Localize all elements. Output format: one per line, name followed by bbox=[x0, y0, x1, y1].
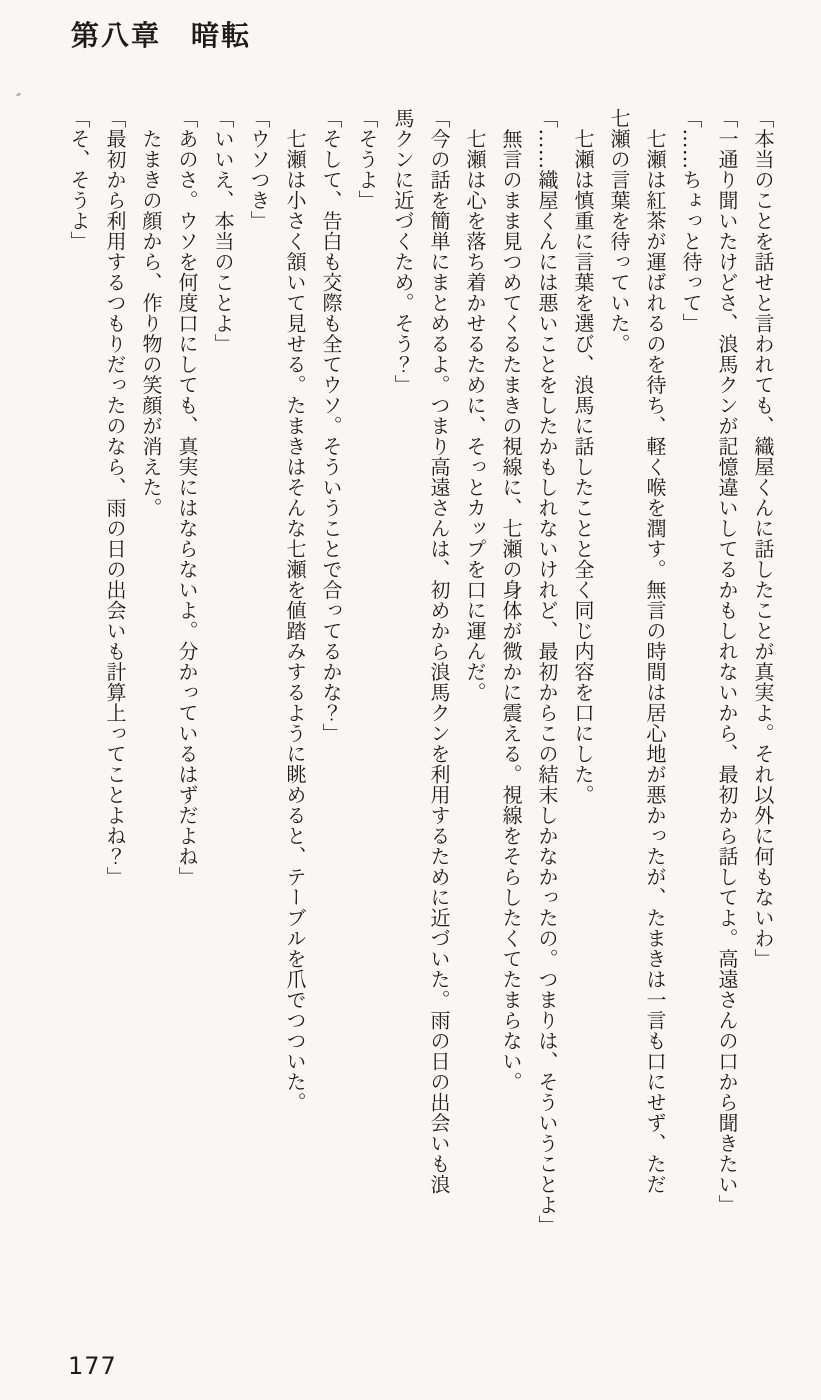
text-column: 「あのさ。ウソを何度口にしても、真実にはならないよ。分かっているはずだよね」 bbox=[175, 108, 199, 887]
text-column: 「いいえ、本当のことよ」 bbox=[211, 108, 235, 354]
text-column: 「本当のことを話せと言われても、織屋くんに話したことが真実よ。それ以外に何もないわ」 bbox=[751, 108, 775, 969]
text-column: 七瀬の言葉を待っていた。 bbox=[607, 108, 631, 354]
text-column: 七瀬は小さく頷いて見せる。たまきはそんな七瀬を値踏みするように眺めると、テーブルを爪でつついた。 bbox=[283, 108, 307, 1113]
text-column: 「今の話を簡単にまとめるよ。つまり高遠さんは、初めから浪馬クンを利用するために近づいた。雨の日の出会いも浪 bbox=[427, 108, 451, 1195]
text-column: 七瀬は慎重に言葉を選び、浪馬に話したことと全く同じ内容を口にした。 bbox=[571, 108, 595, 805]
scan-speck bbox=[16, 92, 22, 97]
text-column: 馬クンに近づくため。そう？」 bbox=[391, 108, 415, 395]
text-column: 「……織屋くんには悪いことをしたかもしれないけれど、最初からこの結末しかなかったの。つまりは、そういうことよ」 bbox=[535, 108, 559, 1236]
page-number: 177 bbox=[68, 1352, 117, 1380]
text-column: 七瀬は紅茶が運ばれるのを待ち、軽く喉を潤す。無言の時間は居心地が悪かったが、たまきは一言も口にせず、ただ bbox=[643, 108, 667, 1195]
chapter-heading: 第八章 暗転 bbox=[71, 19, 252, 52]
text-column: 「最初から利用するつもりだったのなら、雨の日の出会いも計算上ってことよね？」 bbox=[103, 108, 127, 887]
text-column: 「一通り聞いたけどさ、浪馬クンが記憶違いしてるかもしれないから、最初から話してよ。高遠さんの口から聞きたい」 bbox=[715, 108, 739, 1215]
text-column: たまきの顔から、作り物の笑顔が消えた。 bbox=[139, 108, 163, 518]
text-column: 七瀬は心を落ち着かせるために、そっとカップを口に運んだ。 bbox=[463, 108, 487, 703]
text-column: 無言のまま見つめてくるたまきの視線に、七瀬の身体が微かに震える。視線をそらしたくてたまらない。 bbox=[499, 108, 523, 1092]
text-column: 「……ちょっと待って」 bbox=[679, 108, 703, 334]
page-text bbox=[61, 108, 781, 1236]
text-column: 「そ、そうよ」 bbox=[67, 108, 91, 252]
text-column: 「そして、告白も交際も全てウソ。そういうことで合ってるかな？」 bbox=[319, 108, 343, 744]
text-column: 「そうよ」 bbox=[355, 108, 379, 211]
text-column: 「ウソつき」 bbox=[247, 108, 271, 231]
